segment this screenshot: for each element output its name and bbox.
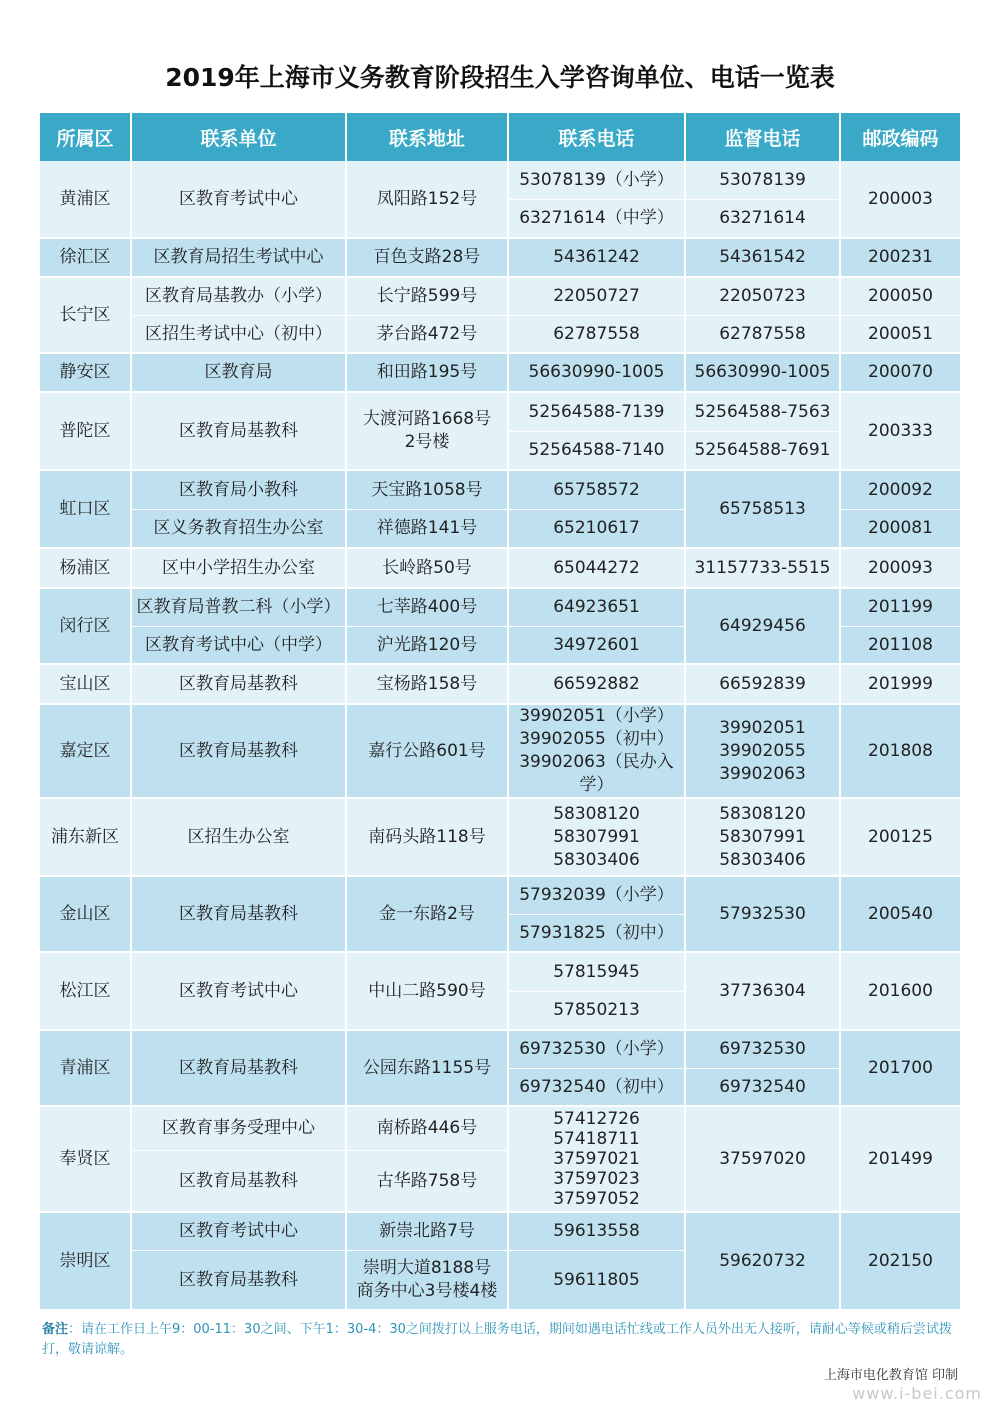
- phone-cell: 65044272: [509, 549, 686, 589]
- supervise-cell: 39902051 39902055 39902063: [686, 705, 841, 799]
- postal-cell: 200070: [841, 354, 960, 393]
- watermark: www.i-bei.com: [852, 1384, 982, 1403]
- supervise-cell: 65758513: [686, 471, 841, 549]
- address-cell: 长岭路50号: [347, 549, 509, 589]
- district-cell: 虹口区: [40, 471, 132, 549]
- printer-credit: 上海市电化教育馆 印制: [823, 1368, 958, 1383]
- district-cell: 静安区: [40, 354, 132, 393]
- table-row: [40, 471, 960, 510]
- unit-cell: 区教育事务受理中心: [132, 1107, 347, 1151]
- supervise-cell: 54361542: [686, 239, 841, 278]
- unit-cell: 区教育局小教科: [132, 471, 347, 510]
- table-row: [40, 665, 960, 705]
- page-title: 2019年上海市义务教育阶段招生入学咨询单位、电话一览表: [165, 63, 835, 92]
- table-header-row: [40, 113, 960, 161]
- supervise-cell: 53078139: [686, 161, 841, 200]
- phone-cell: 64923651: [509, 589, 686, 627]
- unit-cell: 区教育考试中心: [132, 161, 347, 239]
- unit-cell: 区教育考试中心（中学）: [132, 627, 347, 665]
- header-supervise: 监督电话: [686, 113, 841, 161]
- phone-cell: 22050727: [509, 278, 686, 316]
- unit-cell: 区教育局基教科: [132, 393, 347, 471]
- supervise-cell: 69732540: [686, 1069, 841, 1107]
- phone-cell: 52564588-7140: [509, 432, 686, 471]
- district-cell: 闵行区: [40, 589, 132, 665]
- phone-cell: 57815945: [509, 953, 686, 992]
- unit-cell: 区教育局: [132, 354, 347, 393]
- unit-cell: 区教育局基教科: [132, 1151, 347, 1213]
- phone-cell: 59611805: [509, 1251, 686, 1311]
- supervise-cell: 37597020: [686, 1107, 841, 1213]
- phone-cell: 69732540（初中）: [509, 1069, 686, 1107]
- table-row: [40, 1107, 960, 1151]
- postal-cell: 200540: [841, 877, 960, 953]
- postal-cell: 201499: [841, 1107, 960, 1213]
- postal-cell: 200231: [841, 239, 960, 278]
- address-cell: 南码头路118号: [347, 799, 509, 877]
- district-cell: 杨浦区: [40, 549, 132, 589]
- postal-cell: 201999: [841, 665, 960, 705]
- postal-cell: 201600: [841, 953, 960, 1031]
- table-row: [40, 877, 960, 915]
- supervise-cell: 69732530: [686, 1031, 841, 1069]
- supervise-cell: 22050723: [686, 278, 841, 316]
- table-row: [40, 1031, 960, 1069]
- unit-cell: 区教育局基教办（小学）: [132, 278, 347, 316]
- supervise-cell: 66592839: [686, 665, 841, 705]
- supervise-cell: 59620732: [686, 1213, 841, 1311]
- unit-cell: 区中小学招生办公室: [132, 549, 347, 589]
- header-district: 所属区: [40, 113, 132, 161]
- postal-cell: 201808: [841, 705, 960, 799]
- phone-cell: 66592882: [509, 665, 686, 705]
- unit-cell: 区义务教育招生办公室: [132, 510, 347, 549]
- unit-cell: 区教育局普教二科（小学）: [132, 589, 347, 627]
- table-row: [40, 799, 960, 877]
- unit-cell: 区教育局招生考试中心: [132, 239, 347, 278]
- district-cell: 嘉定区: [40, 705, 132, 799]
- header-postal: 邮政编码: [841, 113, 960, 161]
- postal-cell: 200333: [841, 393, 960, 471]
- phone-cell: 58308120 58307991 58303406: [509, 799, 686, 877]
- address-cell: 古华路758号: [347, 1151, 509, 1213]
- address-cell: 嘉行公路601号: [347, 705, 509, 799]
- unit-cell: 区教育局基教科: [132, 877, 347, 953]
- address-cell: 天宝路1058号: [347, 471, 509, 510]
- postal-cell: 202150: [841, 1213, 960, 1311]
- supervise-cell: 58308120 58307991 58303406: [686, 799, 841, 877]
- footnote: [42, 1320, 962, 1360]
- address-cell: 祥德路141号: [347, 510, 509, 549]
- address-cell: 大渡河路1668号 2号楼: [347, 393, 509, 471]
- address-cell: 金一东路2号: [347, 877, 509, 953]
- supervise-cell: 31157733-5515: [686, 549, 841, 589]
- supervise-cell: 56630990-1005: [686, 354, 841, 393]
- footnote-label: 备注: [42, 1322, 69, 1337]
- address-cell: 百色支路28号: [347, 239, 509, 278]
- unit-cell: 区教育局基教科: [132, 705, 347, 799]
- postal-cell: 200081: [841, 510, 960, 549]
- supervise-cell: 52564588-7563: [686, 393, 841, 432]
- address-cell: 中山二路590号: [347, 953, 509, 1031]
- header-address: 联系地址: [347, 113, 509, 161]
- postal-cell: 200092: [841, 471, 960, 510]
- phone-cell: 57932039（小学）: [509, 877, 686, 915]
- district-cell: 宝山区: [40, 665, 132, 705]
- unit-cell: 区教育局基教科: [132, 1251, 347, 1311]
- district-cell: 黄浦区: [40, 161, 132, 239]
- postal-cell: 200093: [841, 549, 960, 589]
- address-cell: 南桥路446号: [347, 1107, 509, 1151]
- table-row: [40, 549, 960, 589]
- unit-cell: 区教育局基教科: [132, 1031, 347, 1107]
- phone-cell: 65758572: [509, 471, 686, 510]
- district-cell: 长宁区: [40, 278, 132, 354]
- phone-cell: 54361242: [509, 239, 686, 278]
- footnote-text: ：请在工作日上午9：00-11：30之间、下午1：30-4：30之间拨打以上服务电话，期间如遇电话忙线或工作人员外出无人接听，请耐心等候或稍后尝试拨打，敬请谅解。: [42, 1322, 952, 1357]
- table-row: [40, 393, 960, 432]
- district-cell: 青浦区: [40, 1031, 132, 1107]
- consultation-table: [40, 113, 960, 1311]
- address-cell: 崇明大道8188号 商务中心3号楼4楼: [347, 1251, 509, 1311]
- table-row: [40, 354, 960, 393]
- table-row: [40, 589, 960, 627]
- table-row: [40, 1213, 960, 1251]
- postal-cell: 201199: [841, 589, 960, 627]
- phone-cell: 57931825（初中）: [509, 915, 686, 953]
- postal-cell: 201108: [841, 627, 960, 665]
- phone-cell: 52564588-7139: [509, 393, 686, 432]
- address-cell: 新崇北路7号: [347, 1213, 509, 1251]
- postal-cell: 200125: [841, 799, 960, 877]
- phone-cell: 57850213: [509, 992, 686, 1031]
- postal-cell: 200051: [841, 316, 960, 354]
- supervise-cell: 37736304: [686, 953, 841, 1031]
- postal-cell: 200003: [841, 161, 960, 239]
- district-cell: 奉贤区: [40, 1107, 132, 1213]
- postal-cell: 200050: [841, 278, 960, 316]
- phone-cell: 53078139（小学）: [509, 161, 686, 200]
- address-cell: 凤阳路152号: [347, 161, 509, 239]
- phone-cell: 62787558: [509, 316, 686, 354]
- header-phone: 联系电话: [509, 113, 686, 161]
- unit-cell: 区教育考试中心: [132, 953, 347, 1031]
- address-cell: 七莘路400号: [347, 589, 509, 627]
- district-cell: 崇明区: [40, 1213, 132, 1311]
- address-cell: 长宁路599号: [347, 278, 509, 316]
- supervise-cell: 52564588-7691: [686, 432, 841, 471]
- phone-cell: 39902051（小学） 39902055（初中） 39902063（民办入学）: [509, 705, 686, 799]
- table-row: [40, 161, 960, 200]
- district-cell: 松江区: [40, 953, 132, 1031]
- unit-cell: 区招生考试中心（初中）: [132, 316, 347, 354]
- address-cell: 茅台路472号: [347, 316, 509, 354]
- phone-cell: 56630990-1005: [509, 354, 686, 393]
- supervise-cell: 64929456: [686, 589, 841, 665]
- table-row: [40, 316, 960, 354]
- district-cell: 普陀区: [40, 393, 132, 471]
- supervise-cell: 57932530: [686, 877, 841, 953]
- address-cell: 沪光路120号: [347, 627, 509, 665]
- address-cell: 宝杨路158号: [347, 665, 509, 705]
- postal-cell: 201700: [841, 1031, 960, 1107]
- supervise-cell: 63271614: [686, 200, 841, 239]
- phone-cell: 59613558: [509, 1213, 686, 1251]
- phone-cell: 57412726 57418711 37597021 37597023 37597052: [509, 1107, 686, 1213]
- district-cell: 浦东新区: [40, 799, 132, 877]
- unit-cell: 区招生办公室: [132, 799, 347, 877]
- unit-cell: 区教育局基教科: [132, 665, 347, 705]
- header-unit: 联系单位: [132, 113, 347, 161]
- table-row: [40, 705, 960, 799]
- district-cell: 金山区: [40, 877, 132, 953]
- supervise-cell: 62787558: [686, 316, 841, 354]
- table-row: [40, 278, 960, 316]
- phone-cell: 69732530（小学）: [509, 1031, 686, 1069]
- address-cell: 公园东路1155号: [347, 1031, 509, 1107]
- phone-cell: 63271614（中学）: [509, 200, 686, 239]
- phone-cell: 65210617: [509, 510, 686, 549]
- phone-cell: 34972601: [509, 627, 686, 665]
- table-row: [40, 953, 960, 992]
- table-row: [40, 239, 960, 278]
- address-cell: 和田路195号: [347, 354, 509, 393]
- district-cell: 徐汇区: [40, 239, 132, 278]
- unit-cell: 区教育考试中心: [132, 1213, 347, 1251]
